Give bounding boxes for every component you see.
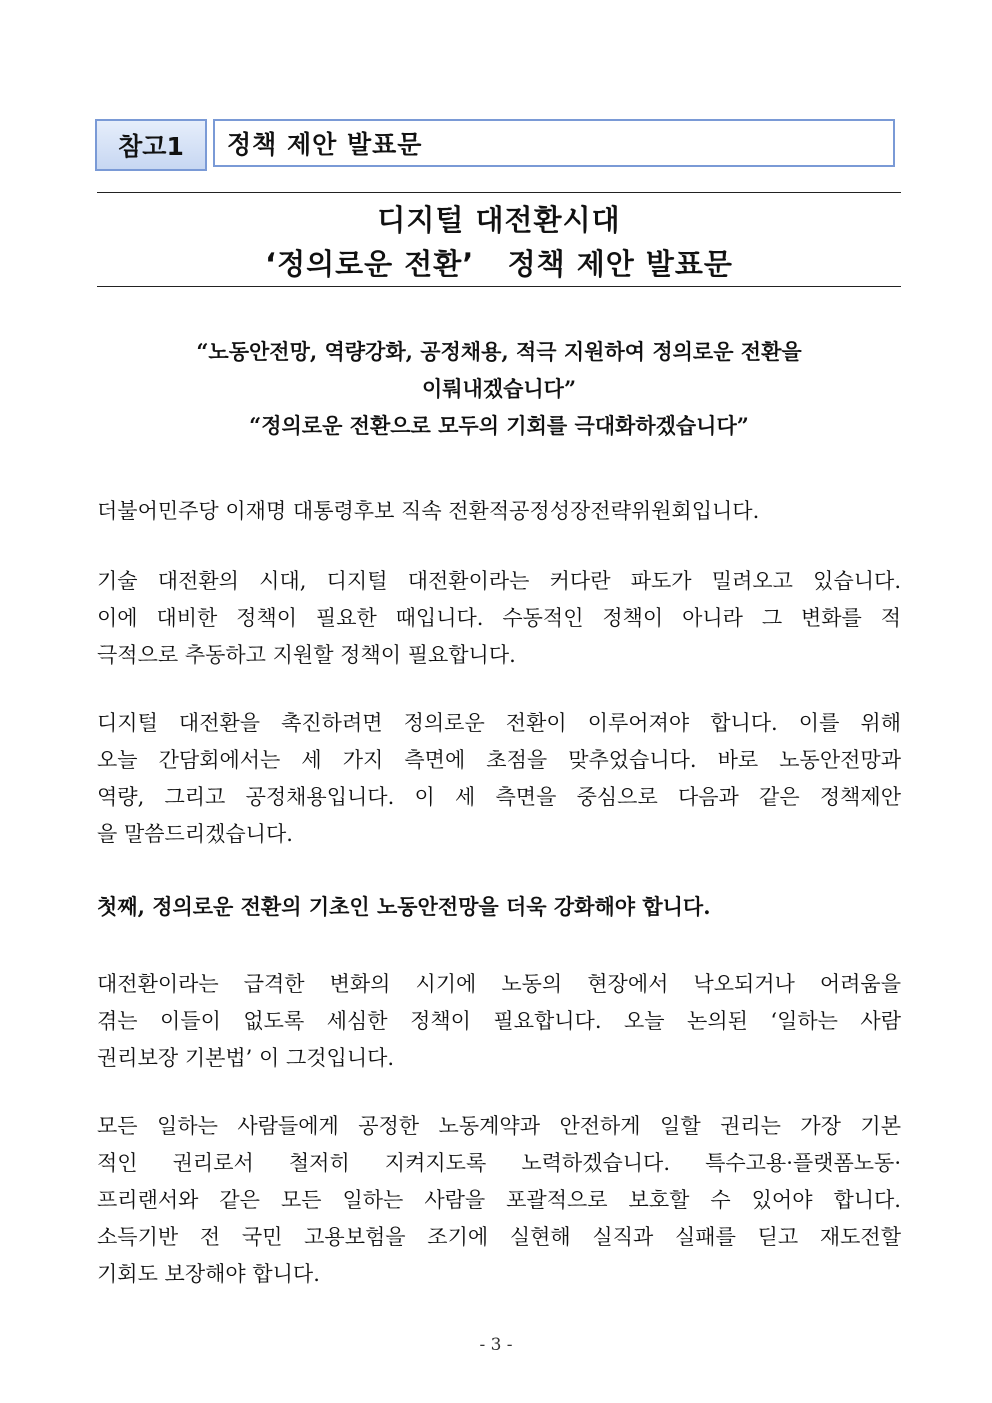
paragraph-line: 이에 대비한 정책이 필요한 때입니다. 수동적인 정책이 아니라 그 변화를 적 bbox=[97, 606, 901, 630]
paragraph-line: 을 말씀드리겠습니다. bbox=[97, 822, 293, 846]
paragraph-worker-rights bbox=[97, 1108, 901, 1293]
title-bottom-rule bbox=[97, 286, 901, 287]
paragraph-three-aspects bbox=[97, 705, 901, 853]
paragraph-line: 첫째, 정의로운 전환의 기초인 노동안전망을 더욱 강화해야 합니다. bbox=[97, 894, 711, 919]
quote-line: “정의로운 전환으로 모두의 기회를 극대화하겠습니다” bbox=[249, 413, 749, 438]
paragraph-line: 프리랜서와 같은 모든 일하는 사람을 포괄적으로 보호할 수 있어야 합니다. bbox=[97, 1188, 901, 1212]
section-heading-first bbox=[97, 888, 901, 925]
paragraph-line: 소득기반 전 국민 고용보험을 조기에 실현해 실직과 실패를 딛고 재도전할 bbox=[97, 1225, 901, 1249]
slogan-quotes bbox=[97, 333, 901, 444]
quote-line: 이뤄내겠습니다” bbox=[421, 376, 577, 401]
paragraph-digital-era bbox=[97, 563, 901, 674]
paragraph-line: 기술 대전환의 시대, 디지털 대전환이라는 커다란 파도가 밀려오고 있습니다. bbox=[97, 569, 901, 593]
paragraph-line: 겪는 이들이 없도록 세심한 정책이 필요합니다. 오늘 논의된 ‘일하는 사람 bbox=[97, 1009, 901, 1033]
paragraph-line: 극적으로 추동하고 지원할 정책이 필요합니다. bbox=[97, 643, 516, 667]
reference-header bbox=[95, 119, 899, 171]
paragraph-line: 디지털 대전환을 촉진하려면 정의로운 전환이 이루어져야 합니다. 이를 위해 bbox=[97, 711, 901, 735]
paragraph-line: 적인 권리로서 철저히 지켜지도록 노력하겠습니다. 특수고용·플랫폼노동· bbox=[97, 1151, 901, 1175]
paragraph-intro bbox=[97, 493, 901, 530]
paragraph-line: 역량, 그리고 공정채용입니다. 이 세 측면을 중심으로 다음과 같은 정책제안 bbox=[97, 785, 901, 809]
paragraph-line: 오늘 간담회에서는 세 가지 측면에 초점을 맞추었습니다. 바로 노동안전망과 bbox=[97, 748, 901, 772]
paragraph-line: 더불어민주당 이재명 대통령후보 직속 전환적공정성장전략위원회입니다. bbox=[97, 499, 760, 523]
reference-title: 정책 제안 발표문 bbox=[213, 119, 895, 167]
title-top-rule bbox=[97, 192, 901, 193]
paragraph-line: 대전환이라는 급격한 변화의 시기에 노동의 현장에서 낙오되거나 어려움을 bbox=[97, 972, 901, 996]
paragraph-line: 기회도 보장해야 합니다. bbox=[97, 1262, 320, 1286]
reference-tag: 참고1 bbox=[95, 119, 207, 171]
page-number: - 3 - bbox=[479, 1335, 513, 1355]
quote-line: “노동안전망, 역량강화, 공정채용, 적극 지원하여 정의로운 전환을 bbox=[196, 339, 802, 364]
document-title-line-1: 디지털 대전환시대 bbox=[377, 203, 621, 237]
paragraph-line: 모든 일하는 사람들에게 공정한 노동계약과 안전하게 일할 권리는 가장 기본 bbox=[97, 1114, 901, 1138]
paragraph-safety-net bbox=[97, 966, 901, 1077]
paragraph-line: 권리보장 기본법’ 이 그것입니다. bbox=[97, 1046, 395, 1070]
document-title-line-2: ‘정의로운 전환’ 정책 제안 발표문 bbox=[265, 247, 733, 281]
